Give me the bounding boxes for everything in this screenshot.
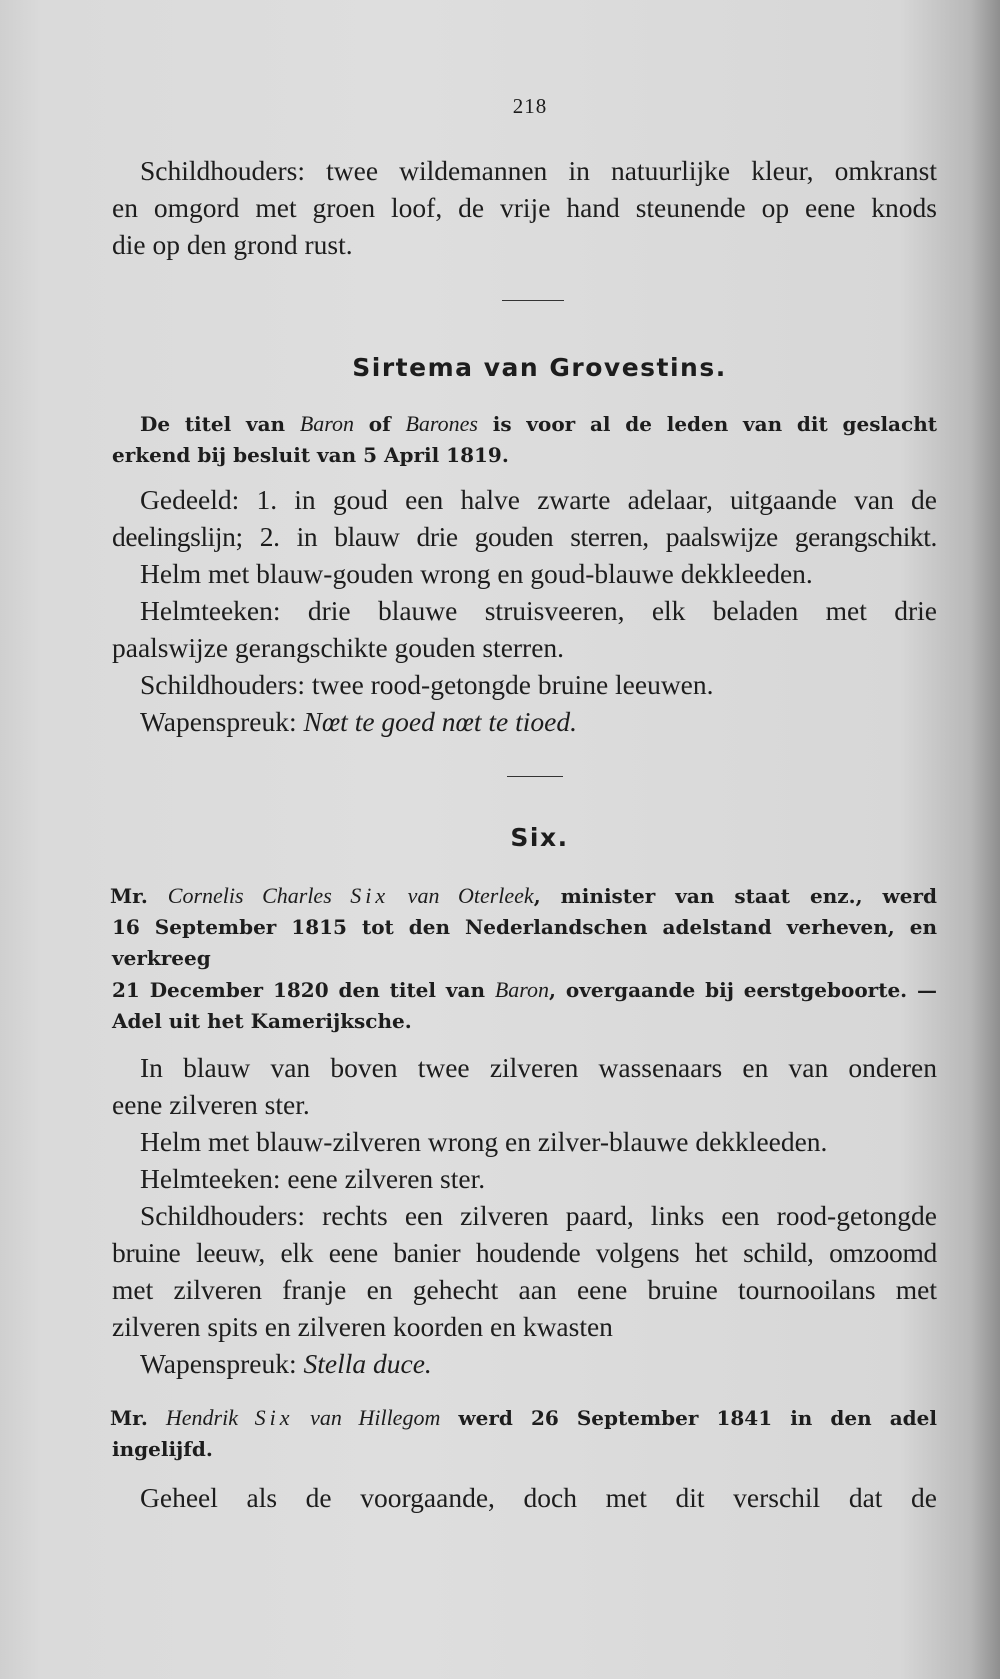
entry-intro-line: Adel uit het Kamerijksche.	[112, 1009, 412, 1033]
motto-line: Wapenspreuk: Stella duce.	[140, 1348, 432, 1379]
section-heading: Sirtema van Grovestins.	[352, 353, 727, 382]
text-line: met zilveren franje en gehecht aan eene bruine tournooilans met	[112, 1274, 937, 1305]
text-line: Helmteeken: drie blauwe struisveeren, elk beladen met drie	[140, 595, 937, 626]
text-line: Helm met blauw-zilveren wrong en zilver-blauwe dekkleeden.	[140, 1126, 828, 1157]
text-line: Helm met blauw-gouden wrong en goud-blauwe dekkleeden.	[140, 558, 813, 589]
text-line: Gedeeld: 1. in goud een halve zwarte adelaar, uitgaande van de	[140, 484, 937, 515]
motto-line: Wapenspreuk: Nœt te goed nœt te tioed.	[140, 706, 577, 737]
text-line: bruine leeuw, elk eene banier houdende volgens het schild, omzoomd	[112, 1237, 937, 1268]
section-divider	[507, 776, 563, 777]
text-line: paalswijze gerangschikte gouden sterren.	[112, 632, 565, 663]
section-divider	[502, 300, 564, 301]
entry-intro-line: Mr. Hendrik Six van Hillegom werd 26 September 1841 in den adel	[110, 1405, 937, 1430]
text-line: Schildhouders: rechts een zilveren paard, links een rood-getongde	[140, 1200, 937, 1231]
text-line: In blauw van boven twee zilveren wassenaars en van onderen	[140, 1052, 937, 1083]
text-line: deelingslijn; 2. in blauw drie gouden sterren, paalswijze gerangschikt.	[112, 521, 937, 552]
entry-intro-line: Mr. Cornelis Charles Six van Oterleek, minister van staat enz., werd	[110, 883, 937, 908]
text-line: en omgord met groen loof, de vrije hand steunende op eene knods	[112, 192, 937, 223]
text-line: Geheel als de voorgaande, doch met dit verschil dat de	[140, 1482, 937, 1513]
page-number: 218	[512, 94, 548, 118]
text-line: Helmteeken: eene zilveren ster.	[140, 1163, 486, 1194]
page-content	[112, 152, 937, 1516]
entry-intro-line: erkend bij besluit van 5 April 1819.	[112, 443, 509, 467]
entry-intro-line: ingelijfd.	[112, 1437, 213, 1461]
text-line: eene zilveren ster.	[112, 1089, 310, 1120]
text-line: die op den grond rust.	[112, 229, 353, 260]
text-line: zilveren spits en zilveren koorden en kwasten	[112, 1311, 613, 1342]
section-heading: Six.	[510, 823, 569, 852]
entry-intro-line: De titel van Baron of Barones is voor al de leden van dit geslacht	[140, 411, 937, 436]
entry-intro-line: 21 December 1820 den titel van Baron, overgaande bij eerstgeboorte. —	[112, 977, 937, 1002]
entry-intro-line: 16 September 1815 tot den Nederlandschen adelstand verheven, en verkreeg	[112, 915, 937, 970]
text-line: Schildhouders: twee wildemannen in natuurlijke kleur, omkranst	[140, 155, 937, 186]
text-line: Schildhouders: twee rood-getongde bruine leeuwen.	[140, 669, 714, 700]
